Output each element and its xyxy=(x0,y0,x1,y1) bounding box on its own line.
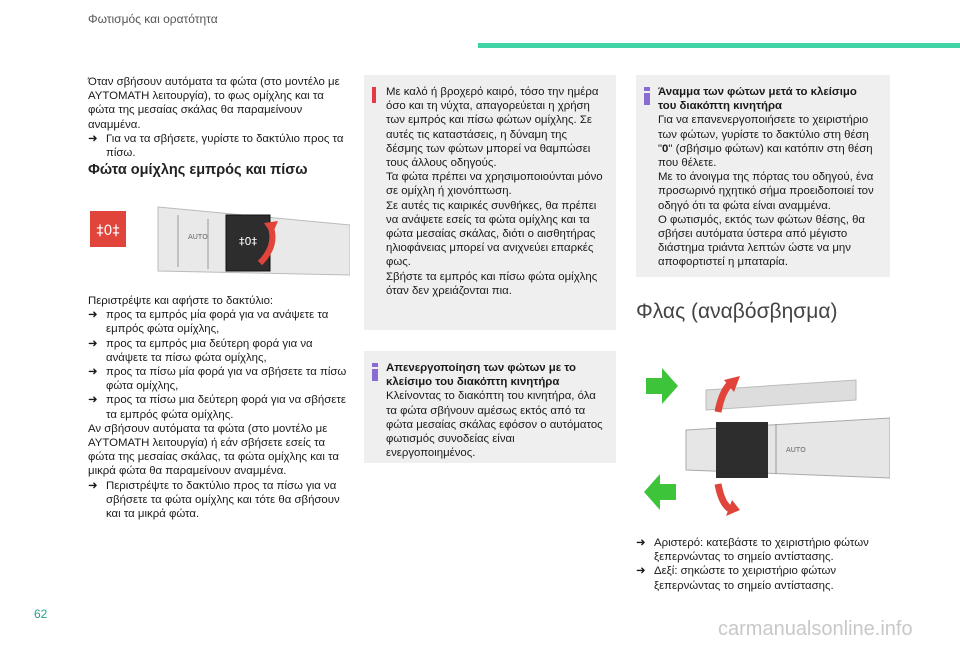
info-title: Άναμμα των φώτων μετά το κλείσιμο του διακόπτη κινητήρα xyxy=(658,86,857,113)
arrow-bullet-icon: ➜ xyxy=(88,132,98,145)
warning-marker-icon xyxy=(372,87,376,103)
fog-bullet: ➜ προς τα εμπρός μια δεύτερη φορά για να ανάψετε τα πίσω φώτα ομίχλης, xyxy=(88,337,313,364)
intro-text: Όταν σβήσουν αυτόματα τα φώτα (στο μοντέλο με ΑΥΤΟΜΑΤΗ λειτουργία), το φως ομίχλης και τα φώτα της μεσαίας σκάλας θα παραμείνουν αναμμένα. xyxy=(88,76,340,131)
indicator-ring-control xyxy=(716,422,768,478)
fog-bullet: ➜ προς τα εμπρός μία φορά για να ανάψετε τα εμπρός φώτα ομίχλης, xyxy=(88,309,329,336)
arrow-bullet-icon: ➜ xyxy=(636,565,646,578)
rotate-text: Περιστρέψτε και αφήστε το δακτύλιο: xyxy=(88,295,274,307)
info-text: Με το άνοιγμα της πόρτας του οδηγού, ένα προσωρινό ηχητικό σήμα προειδοποιεί τον οδηγό ότι τα φώτα είναι αναμμένα. xyxy=(658,171,874,212)
info-box-ignition-off xyxy=(364,351,616,463)
info-box-lights-after-ignition xyxy=(636,75,890,277)
arrow-bullet-icon: ➜ xyxy=(88,394,98,407)
section-title-flash: Φλας (αναβόσβησμα) xyxy=(636,300,838,323)
fog-instructions xyxy=(88,294,350,521)
intro-bullet: ➜ Για να τα σβήσετε, γυρίστε το δακτύλιο προς τα πίσω. xyxy=(88,132,344,160)
svg-text:‡0‡: ‡0‡ xyxy=(96,223,120,239)
warning-text: Σβήστε τα εμπρός και πίσω φώτα ομίχλης όταν δεν χρειάζονται πια. xyxy=(386,270,598,297)
fog-bullet: ➜ προς τα πίσω μία φορά για να σβήσετε τα πίσω φώτα ομίχλης, xyxy=(88,366,347,393)
info-marker-icon xyxy=(644,87,650,105)
right-arrow-icon xyxy=(646,368,678,404)
header-accent-bar xyxy=(478,43,960,48)
warning-text: Με καλό ή βροχερό καιρό, τόσο την ημέρα όσο και τη νύχτα, απαγορεύεται η χρήση των εμπρός και πίσω φώτων ομίχλης. Σε αυτές τις καταστάσεις, η δύναμη της δέσμης των φώτων μπορεί να θαμπώσει τους άλλους οδηγούς. xyxy=(386,86,599,170)
arrow-bullet-icon: ➜ xyxy=(88,366,98,379)
info-title: Απενεργοποίηση των φώτων με το κλείσιμο του διακόπτη κινητήρα xyxy=(386,362,577,389)
watermark: carmanualsonline.info xyxy=(718,618,913,640)
header-title: Φωτισμός και ορατότητα xyxy=(88,12,218,26)
stalk-auto-label: AUTO xyxy=(188,233,208,241)
auto-bullet: ➜ Περιστρέψτε το δακτύλιο προς τα πίσω για να σβήσετε τα φώτα ομίχλης και τότε θα σβήσουν και τα μικρά φώτα. xyxy=(88,479,340,521)
left-arrow-icon xyxy=(644,474,676,510)
flash-bullet: ➜ Αριστερό: κατεβάστε το χειριστήριο φώτων ξεπερνώντας το σημείο αντίστασης. xyxy=(636,537,869,564)
auto-text: Αν σβήσουν αυτόματα τα φώτα (στο μοντέλο με ΑΥΤΟΜΑΤΗ λειτουργία) ή εάν σβήσετε εσείς τα φώτα της μεσαίας σκάλας, τα φώτα ομίχλης και τα μικρά φώτα θα παραμείνουν αναμμένα. xyxy=(88,422,339,478)
info-text: Για να επανενεργοποιήσετε το χειριστήριο των φώτων, γυρίστε το δακτύλιο στη θέση "0" (σβήσιμο φώτων) και κατόπιν στη θέση που θέλετε. xyxy=(658,114,873,170)
warning-box xyxy=(364,75,616,330)
warning-text: Σε αυτές τις καιρικές συνθήκες, θα πρέπει να ανάψετε εσείς τα φώτα ομίχλης και τα φώτα μεσαίας σκάλας, διότι ο αισθητήρας ηλιοφάνειας μπορεί να ανιχνεύει επαρκές φως. xyxy=(386,199,597,269)
intro-block xyxy=(88,75,350,160)
page-number: 62 xyxy=(34,607,48,621)
arrow-bullet-icon: ➜ xyxy=(88,309,98,322)
arrow-bullet-icon: ➜ xyxy=(88,337,98,350)
info-marker-icon xyxy=(372,363,378,381)
arrow-bullet-icon: ➜ xyxy=(636,537,646,549)
stalk-auto-label: AUTO xyxy=(786,446,806,454)
arrow-bullet-icon: ➜ xyxy=(88,479,98,492)
svg-text:‡0‡: ‡0‡ xyxy=(239,235,257,248)
info-text: Κλείνοντας το διακόπτη του κινητήρα, όλα τα φώτα σβήνουν αμέσως εκτός από τα φώτα μεσαίας σκάλας εφόσον ο αυτόματος φωτισμός συνοδείας είναι ενεργοποιημένος. xyxy=(386,390,603,460)
warning-text: Τα φώτα πρέπει να χρησιμοποιούνται μόνο σε ομίχλη ή χιονόπτωση. xyxy=(386,171,603,198)
indicator-stalk-illustration xyxy=(636,360,890,525)
flash-bullet: ➜ Δεξί: σηκώστε το χειριστήριο φώτων ξεπερνώντας το σημείο αντίστασης. xyxy=(636,565,837,592)
fog-light-stalk-illustration xyxy=(88,195,350,285)
section-title-fog: Φώτα ομίχλης εμπρός και πίσω xyxy=(88,162,308,178)
fog-bullet: ➜ προς τα πίσω μια δεύτερη φορά για να σβήσετε τα εμπρός φώτα ομίχλης. xyxy=(88,394,346,421)
flash-instructions xyxy=(636,536,890,593)
info-text: Ο φωτισμός, εκτός των φώτων θέσης, θα σβήσει αυτόματα ύστερα από μέγιστο διάστημα τριάντα λεπτών ώστε να μην αποφορτιστεί η μπαταρία. xyxy=(658,213,865,269)
